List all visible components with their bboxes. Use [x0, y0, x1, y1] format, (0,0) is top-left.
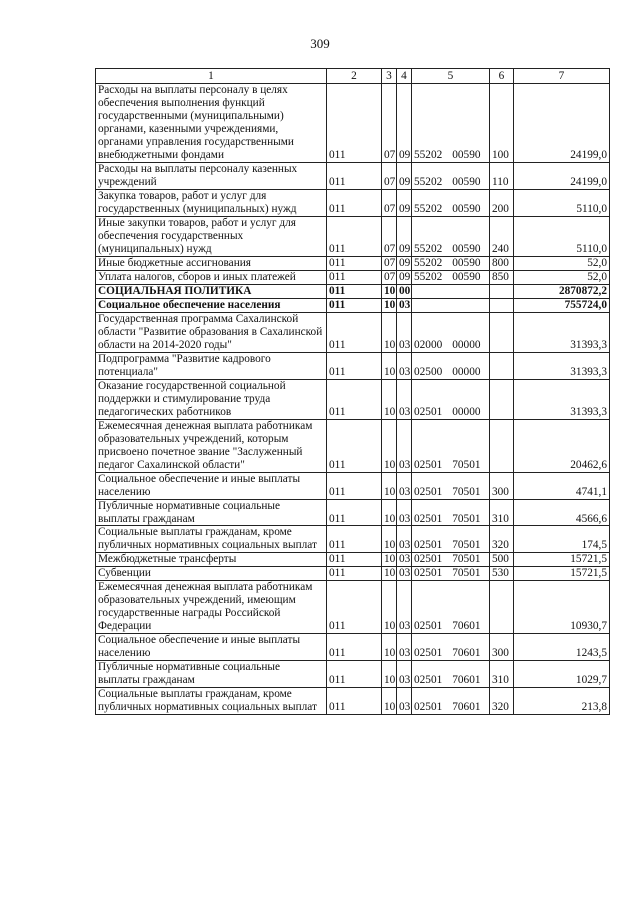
row-section: 10	[382, 634, 397, 661]
row-section: 07	[382, 270, 397, 284]
row-ministry: 011	[327, 284, 382, 298]
row-amount: 2870872,2	[514, 284, 610, 298]
row-target-article-program: 02501	[414, 674, 443, 687]
row-target-article-program: 02501	[414, 512, 443, 525]
row-ministry: 011	[327, 312, 382, 352]
row-target-article-direction: 00590	[452, 242, 481, 255]
table-header-row	[96, 69, 610, 84]
row-target-article	[412, 284, 490, 298]
row-ministry: 011	[327, 581, 382, 634]
row-amount: 4566,6	[514, 499, 610, 526]
row-target-article-direction: 70501	[452, 485, 481, 498]
row-ministry: 011	[327, 567, 382, 581]
row-target-article-program: 55202	[414, 202, 443, 215]
row-target-article-direction: 00590	[452, 202, 481, 215]
row-amount: 174,5	[514, 526, 610, 553]
row-subsection: 09	[397, 256, 412, 270]
row-subsection: 03	[397, 634, 412, 661]
row-subsection: 03	[397, 419, 412, 472]
row-section: 07	[382, 84, 397, 163]
table-row	[96, 216, 610, 256]
row-subsection: 03	[397, 312, 412, 352]
row-section: 10	[382, 526, 397, 553]
row-subsection: 09	[397, 189, 412, 216]
row-ministry: 011	[327, 270, 382, 284]
row-ministry: 011	[327, 84, 382, 163]
row-subsection: 03	[397, 379, 412, 419]
row-ministry: 011	[327, 526, 382, 553]
row-ministry: 011	[327, 499, 382, 526]
row-target-article-direction: 70601	[452, 647, 481, 660]
row-expense-type: 310	[490, 661, 514, 688]
row-expense-type	[490, 284, 514, 298]
row-amount: 31393,3	[514, 379, 610, 419]
header-col-1: 1	[96, 69, 327, 84]
row-ministry: 011	[327, 419, 382, 472]
row-expense-type	[490, 379, 514, 419]
row-target-article-program: 02500	[414, 365, 443, 378]
row-section: 10	[382, 312, 397, 352]
row-name: Государственная программа Сахалинской области "Развитие образования в Сахалинской области на 2014-2020 годы"	[96, 312, 327, 352]
row-name: Субвенции	[96, 567, 327, 581]
row-amount: 15721,5	[514, 567, 610, 581]
row-target-article	[412, 661, 490, 688]
row-ministry: 011	[327, 216, 382, 256]
row-amount: 5110,0	[514, 189, 610, 216]
row-ministry: 011	[327, 553, 382, 567]
row-ministry: 011	[327, 379, 382, 419]
row-amount: 5110,0	[514, 216, 610, 256]
row-target-article	[412, 379, 490, 419]
row-name: Публичные нормативные социальные выплаты гражданам	[96, 499, 327, 526]
budget-table	[95, 68, 610, 715]
row-target-article	[412, 499, 490, 526]
row-section: 10	[382, 688, 397, 715]
header-col-2: 2	[327, 69, 382, 84]
row-subsection: 03	[397, 526, 412, 553]
row-section: 10	[382, 298, 397, 312]
table-row	[96, 567, 610, 581]
table-row	[96, 688, 610, 715]
row-subsection: 03	[397, 553, 412, 567]
row-target-article	[412, 419, 490, 472]
row-expense-type: 320	[490, 688, 514, 715]
row-target-article-program: 02501	[414, 620, 443, 633]
row-amount: 15721,5	[514, 553, 610, 567]
row-subsection: 03	[397, 298, 412, 312]
row-expense-type: 530	[490, 567, 514, 581]
row-expense-type	[490, 312, 514, 352]
row-name: Расходы на выплаты персоналу в целях обеспечения выполнения функций государственными (муниципальными) органами, казенными учреждениями, органами управления государственными внебюджетными фондами	[96, 84, 327, 163]
row-target-article-direction: 70501	[452, 553, 481, 566]
row-section: 07	[382, 216, 397, 256]
row-section: 10	[382, 567, 397, 581]
row-expense-type: 100	[490, 84, 514, 163]
row-name: СОЦИАЛЬНАЯ ПОЛИТИКА	[96, 284, 327, 298]
table-row	[96, 419, 610, 472]
row-section: 10	[382, 419, 397, 472]
row-target-article	[412, 526, 490, 553]
row-ministry: 011	[327, 472, 382, 499]
row-ministry: 011	[327, 189, 382, 216]
row-target-article-direction: 00000	[452, 365, 481, 378]
row-target-article	[412, 688, 490, 715]
row-amount: 213,8	[514, 688, 610, 715]
table-row	[96, 634, 610, 661]
table-row	[96, 661, 610, 688]
row-amount: 10930,7	[514, 581, 610, 634]
row-name: Социальное обеспечение и иные выплаты населению	[96, 472, 327, 499]
row-ministry: 011	[327, 661, 382, 688]
row-ministry: 011	[327, 162, 382, 189]
table-row	[96, 581, 610, 634]
row-amount: 24199,0	[514, 162, 610, 189]
row-target-article-direction: 70601	[452, 701, 481, 714]
row-subsection: 09	[397, 162, 412, 189]
table-row	[96, 162, 610, 189]
row-expense-type	[490, 298, 514, 312]
row-expense-type: 320	[490, 526, 514, 553]
row-expense-type: 240	[490, 216, 514, 256]
table-row	[96, 284, 610, 298]
row-expense-type: 500	[490, 553, 514, 567]
row-name: Иные бюджетные ассигнования	[96, 256, 327, 270]
row-subsection: 09	[397, 270, 412, 284]
row-target-article-direction: 70601	[452, 674, 481, 687]
header-col-7: 7	[514, 69, 610, 84]
row-expense-type: 200	[490, 189, 514, 216]
row-ministry: 011	[327, 256, 382, 270]
row-amount: 52,0	[514, 270, 610, 284]
row-target-article	[412, 216, 490, 256]
row-subsection: 03	[397, 581, 412, 634]
row-target-article-direction: 00000	[452, 405, 481, 418]
table-row	[96, 499, 610, 526]
row-target-article-direction: 00590	[452, 256, 481, 269]
table-row	[96, 270, 610, 284]
row-target-article-program: 55202	[414, 242, 443, 255]
row-target-article	[412, 352, 490, 379]
row-target-article	[412, 270, 490, 284]
row-subsection: 09	[397, 84, 412, 163]
row-section: 10	[382, 581, 397, 634]
row-name: Социальное обеспечение и иные выплаты населению	[96, 634, 327, 661]
table-body	[96, 84, 610, 715]
row-expense-type: 110	[490, 162, 514, 189]
table-row	[96, 352, 610, 379]
row-expense-type: 300	[490, 472, 514, 499]
row-target-article-program: 02501	[414, 539, 443, 552]
row-target-article	[412, 634, 490, 661]
table-row	[96, 189, 610, 216]
row-target-article-program: 02000	[414, 338, 443, 351]
row-target-article-program: 02501	[414, 647, 443, 660]
table-row	[96, 472, 610, 499]
row-target-article-direction: 00590	[452, 175, 481, 188]
row-target-article-program: 02501	[414, 458, 443, 471]
header-col-6: 6	[490, 69, 514, 84]
row-section: 10	[382, 499, 397, 526]
row-target-article-program: 02501	[414, 405, 443, 418]
header-col-5: 5	[412, 69, 490, 84]
row-subsection: 03	[397, 352, 412, 379]
row-name: Социальные выплаты гражданам, кроме публичных нормативных социальных выплат	[96, 526, 327, 553]
row-target-article-direction: 00590	[452, 270, 481, 283]
row-target-article	[412, 84, 490, 163]
row-target-article-direction: 00000	[452, 338, 481, 351]
row-amount: 52,0	[514, 256, 610, 270]
row-subsection: 00	[397, 284, 412, 298]
table-row	[96, 379, 610, 419]
row-target-article	[412, 312, 490, 352]
row-section: 10	[382, 352, 397, 379]
row-expense-type	[490, 352, 514, 379]
row-name: Публичные нормативные социальные выплаты гражданам	[96, 661, 327, 688]
row-amount: 1243,5	[514, 634, 610, 661]
row-target-article	[412, 581, 490, 634]
row-target-article	[412, 189, 490, 216]
row-subsection: 03	[397, 567, 412, 581]
row-target-article	[412, 553, 490, 567]
table-row	[96, 256, 610, 270]
row-target-article-direction: 70501	[452, 539, 481, 552]
row-name: Уплата налогов, сборов и иных платежей	[96, 270, 327, 284]
row-target-article-program: 55202	[414, 256, 443, 269]
row-section: 07	[382, 256, 397, 270]
row-ministry: 011	[327, 688, 382, 715]
row-section: 07	[382, 189, 397, 216]
row-target-article-program: 55202	[414, 175, 443, 188]
row-name: Закупка товаров, работ и услуг для государственных (муниципальных) нужд	[96, 189, 327, 216]
row-name: Ежемесячная денежная выплата работникам образовательных учреждений, которым присвоено почетное звание "Заслуженный педагог Сахалинской области"	[96, 419, 327, 472]
table-row	[96, 553, 610, 567]
row-target-article-direction: 70501	[452, 458, 481, 471]
row-target-article-direction: 70501	[452, 512, 481, 525]
row-target-article-program: 55202	[414, 148, 443, 161]
row-target-article-program: 55202	[414, 270, 443, 283]
row-section: 10	[382, 379, 397, 419]
row-target-article	[412, 256, 490, 270]
row-target-article	[412, 567, 490, 581]
row-target-article-program: 02501	[414, 701, 443, 714]
row-name: Оказание государственной социальной поддержки и стимулирование труда педагогических работников	[96, 379, 327, 419]
row-expense-type: 300	[490, 634, 514, 661]
row-name: Подпрограмма "Развитие кадрового потенциала"	[96, 352, 327, 379]
table-row	[96, 298, 610, 312]
row-section: 10	[382, 553, 397, 567]
header-col-3: 3	[382, 69, 397, 84]
row-target-article	[412, 162, 490, 189]
row-amount: 755724,0	[514, 298, 610, 312]
row-section: 07	[382, 162, 397, 189]
row-expense-type	[490, 581, 514, 634]
row-target-article-direction: 70601	[452, 620, 481, 633]
row-subsection: 03	[397, 472, 412, 499]
row-target-article-program: 02501	[414, 485, 443, 498]
row-section: 10	[382, 284, 397, 298]
row-target-article-program: 02501	[414, 567, 443, 580]
row-amount: 4741,1	[514, 472, 610, 499]
row-expense-type: 850	[490, 270, 514, 284]
row-name: Иные закупки товаров, работ и услуг для обеспечения государственных (муниципальных) нужд	[96, 216, 327, 256]
row-expense-type: 310	[490, 499, 514, 526]
row-amount: 1029,7	[514, 661, 610, 688]
row-name: Расходы на выплаты персоналу казенных учреждений	[96, 162, 327, 189]
table-row	[96, 526, 610, 553]
row-subsection: 09	[397, 216, 412, 256]
table-row	[96, 312, 610, 352]
header-col-4: 4	[397, 69, 412, 84]
row-target-article-direction: 70501	[452, 567, 481, 580]
page-number: 309	[310, 36, 330, 51]
row-subsection: 03	[397, 688, 412, 715]
row-expense-type	[490, 419, 514, 472]
row-subsection: 03	[397, 661, 412, 688]
row-name: Межбюджетные трансферты	[96, 553, 327, 567]
row-ministry: 011	[327, 298, 382, 312]
row-amount: 24199,0	[514, 84, 610, 163]
row-section: 10	[382, 661, 397, 688]
row-ministry: 011	[327, 352, 382, 379]
row-amount: 31393,3	[514, 312, 610, 352]
table-row	[96, 84, 610, 163]
row-ministry: 011	[327, 634, 382, 661]
row-subsection: 03	[397, 499, 412, 526]
row-target-article	[412, 298, 490, 312]
row-amount: 20462,6	[514, 419, 610, 472]
row-section: 10	[382, 472, 397, 499]
row-target-article-direction: 00590	[452, 148, 481, 161]
row-expense-type: 800	[490, 256, 514, 270]
row-name: Социальное обеспечение населения	[96, 298, 327, 312]
row-name: Социальные выплаты гражданам, кроме публичных нормативных социальных выплат	[96, 688, 327, 715]
row-target-article	[412, 472, 490, 499]
row-target-article-program: 02501	[414, 553, 443, 566]
row-name: Ежемесячная денежная выплата работникам образовательных учреждений, имеющим государственные награды Российской Федерации	[96, 581, 327, 634]
row-amount: 31393,3	[514, 352, 610, 379]
